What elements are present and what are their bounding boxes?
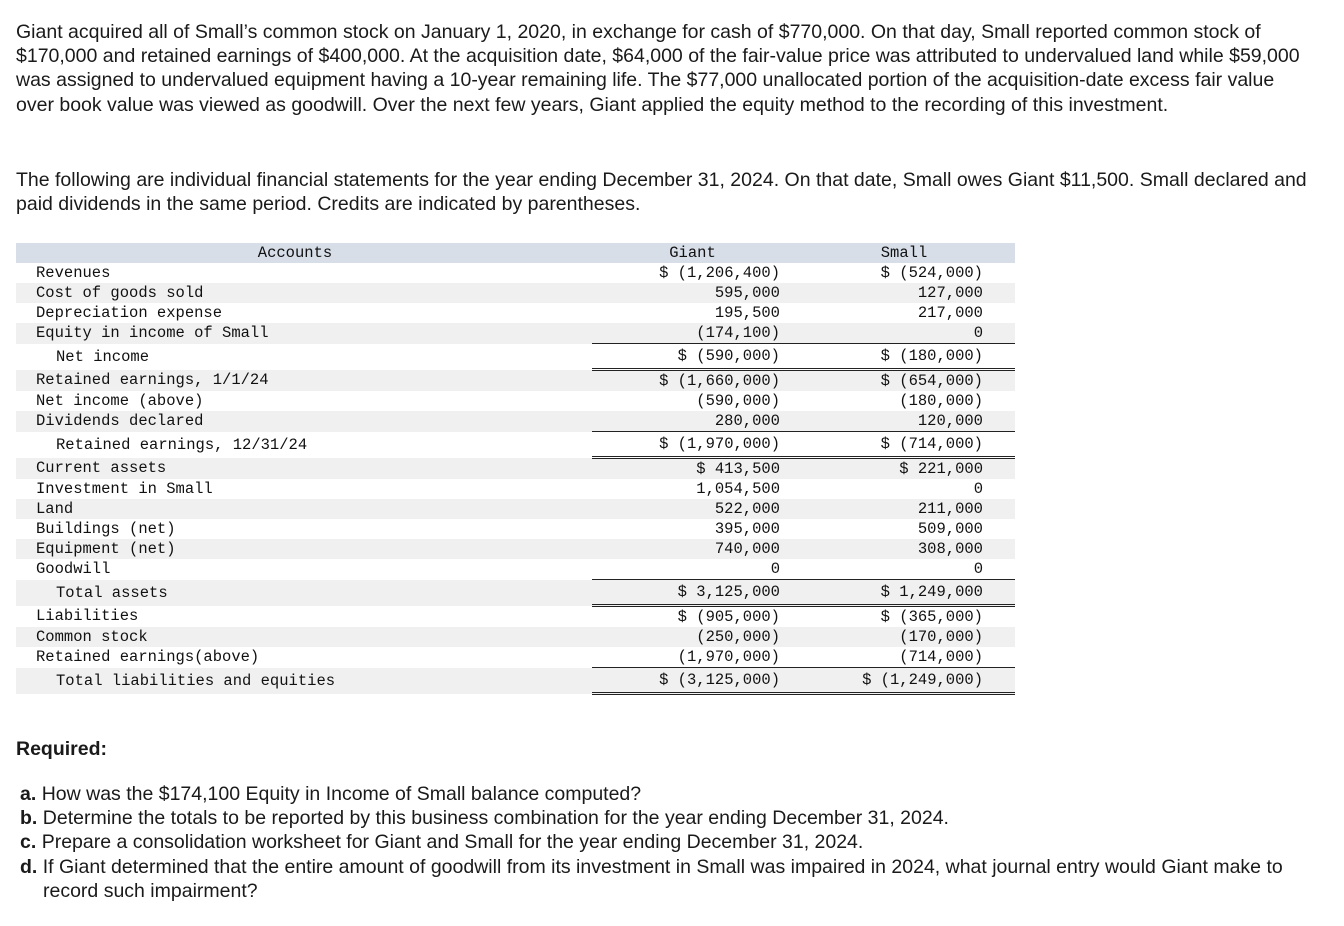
small-value: 120,000 <box>793 411 1015 432</box>
account-name: Liabilities <box>36 607 139 626</box>
small-value: $ 1,249,000 <box>793 580 1015 606</box>
giant-value: 280,000 <box>592 411 793 432</box>
table-row <box>16 479 1015 499</box>
table-row <box>16 539 1015 559</box>
small-value: 308,000 <box>793 539 1015 559</box>
account-name: Revenues <box>36 264 111 282</box>
table-row <box>16 627 1015 647</box>
table-row <box>16 580 1015 606</box>
account-name: Investment in Small <box>36 480 213 498</box>
small-value: 0 <box>793 323 1015 344</box>
table-row <box>16 458 1015 480</box>
giant-value: 195,500 <box>714 304 780 322</box>
item-label: a. <box>20 783 37 805</box>
header-giant: Giant <box>592 243 793 263</box>
small-value: (180,000) <box>899 392 983 410</box>
giant-value: $ (1,206,400) <box>659 264 780 282</box>
table-row <box>16 606 1015 628</box>
table-row <box>16 391 1015 411</box>
small-value: $ 221,000 <box>793 458 1015 480</box>
giant-value: 395,000 <box>714 520 780 538</box>
small-value: $ (180,000) <box>793 344 1015 370</box>
account-name: Buildings (net) <box>36 520 176 538</box>
giant-value: 595,000 <box>592 283 793 303</box>
giant-value: 1,054,500 <box>696 480 780 498</box>
account-name: Goodwill <box>36 560 111 579</box>
giant-value: (174,100) <box>592 323 793 344</box>
account-name: Net income (above) <box>36 392 204 410</box>
table-row <box>16 323 1015 344</box>
account-name: Depreciation expense <box>36 304 223 322</box>
list-item <box>20 855 1320 903</box>
small-value: $ (714,000) <box>793 432 1015 458</box>
account-name: Dividends declared <box>16 411 574 432</box>
small-value: 211,000 <box>793 499 1015 519</box>
small-value: 509,000 <box>917 520 983 538</box>
small-value: (714,000) <box>793 647 1015 668</box>
giant-value: $ (590,000) <box>592 344 793 370</box>
account-name: Common stock <box>16 627 574 647</box>
table-row <box>16 668 1015 694</box>
small-value: 0 <box>793 559 1015 580</box>
table-header-row <box>16 243 1015 263</box>
table-row <box>16 519 1015 539</box>
giant-value: (590,000) <box>696 392 780 410</box>
giant-value: $ (1,660,000) <box>592 370 793 392</box>
table-row <box>16 559 1015 580</box>
giant-value: 522,000 <box>592 499 793 519</box>
item-text: Prepare a consolidation worksheet for Giant and Small for the year ending December 31, 2024. <box>41 831 864 854</box>
list-item <box>20 830 1320 854</box>
small-value: $ (1,249,000) <box>793 668 1015 694</box>
small-value: $ (365,000) <box>880 608 983 626</box>
required-list <box>20 782 1320 903</box>
giant-value: $ (3,125,000) <box>592 668 793 694</box>
account-name: Current assets <box>16 458 574 480</box>
account-name: Retained earnings, 12/31/24 <box>56 435 308 454</box>
account-name: Equity in income of Small <box>16 323 574 344</box>
item-label: b. <box>20 807 38 830</box>
table-row <box>16 283 1015 303</box>
required-heading: Required: <box>16 738 108 760</box>
list-item <box>20 806 1320 830</box>
account-name: Retained earnings, 1/1/24 <box>16 370 574 392</box>
small-value: $ (654,000) <box>793 370 1015 392</box>
giant-value: 0 <box>592 559 793 580</box>
table-row <box>16 647 1015 668</box>
giant-value: 740,000 <box>592 539 793 559</box>
header-small: Small <box>793 243 1015 263</box>
list-item <box>20 782 1320 806</box>
intro-paragraph-2: The following are individual financial statements for the year ending December 31, 2024. On that date, Small owes Giant $11,500. Small declared and paid dividends in the same period. Credits are indicated by parentheses. <box>16 169 1307 216</box>
giant-value: (250,000) <box>592 627 793 647</box>
item-text: Determine the totals to be reported by this business combination for the year ending December 31, 2024. <box>42 807 949 830</box>
header-accounts: Accounts <box>16 243 574 263</box>
item-text: If Giant determined that the entire amount of goodwill from its investment in Small was impaired in 2024, what journal entry would Giant make to record such impairment? <box>42 855 1283 902</box>
small-value: $ (524,000) <box>880 264 983 282</box>
intro-paragraph-1: Giant acquired all of Small’s common stock on January 1, 2020, in exchange for cash of $770,000. On that day, Small reported common stock of $170,000 and retained earnings of $400,000. At the acquisition date, $64,000 of the fair-value price was attributed to undervalued land while $59,000 was assigned to undervalued equipment having a 10-year remaining life. The $77,000 unallocated portion of the acquisition-date excess fair value over book value was viewed as goodwill. Over the next few years, Giant applied the equity method to the recording of this investment. <box>16 21 1300 116</box>
table-row <box>16 344 1015 370</box>
table-row <box>16 370 1015 392</box>
table-row <box>16 411 1015 432</box>
account-name: Total liabilities and equities <box>16 668 574 694</box>
item-label: c. <box>20 831 37 854</box>
table-row <box>16 263 1015 283</box>
giant-value: $ 413,500 <box>592 458 793 480</box>
financial-statements-table <box>16 243 1015 695</box>
small-value: 217,000 <box>917 304 983 322</box>
giant-value: $ (905,000) <box>677 608 780 626</box>
account-name: Cost of goods sold <box>16 283 574 303</box>
account-name: Retained earnings(above) <box>36 648 260 667</box>
item-label: d. <box>20 855 38 878</box>
small-value: 0 <box>973 480 983 498</box>
giant-value: (1,970,000) <box>592 647 793 668</box>
account-name: Land <box>16 499 574 519</box>
giant-value: $ 3,125,000 <box>592 580 793 606</box>
giant-value: $ (1,970,000) <box>592 432 793 458</box>
account-name: Equipment (net) <box>16 539 574 559</box>
table-row <box>16 499 1015 519</box>
table-row <box>16 303 1015 323</box>
account-name: Net income <box>56 347 150 366</box>
item-text: How was the $174,100 Equity in Income of Small balance computed? <box>41 783 642 805</box>
account-name: Total assets <box>16 580 574 606</box>
small-value: 127,000 <box>793 283 1015 303</box>
table-row <box>16 432 1015 458</box>
small-value: (170,000) <box>793 627 1015 647</box>
